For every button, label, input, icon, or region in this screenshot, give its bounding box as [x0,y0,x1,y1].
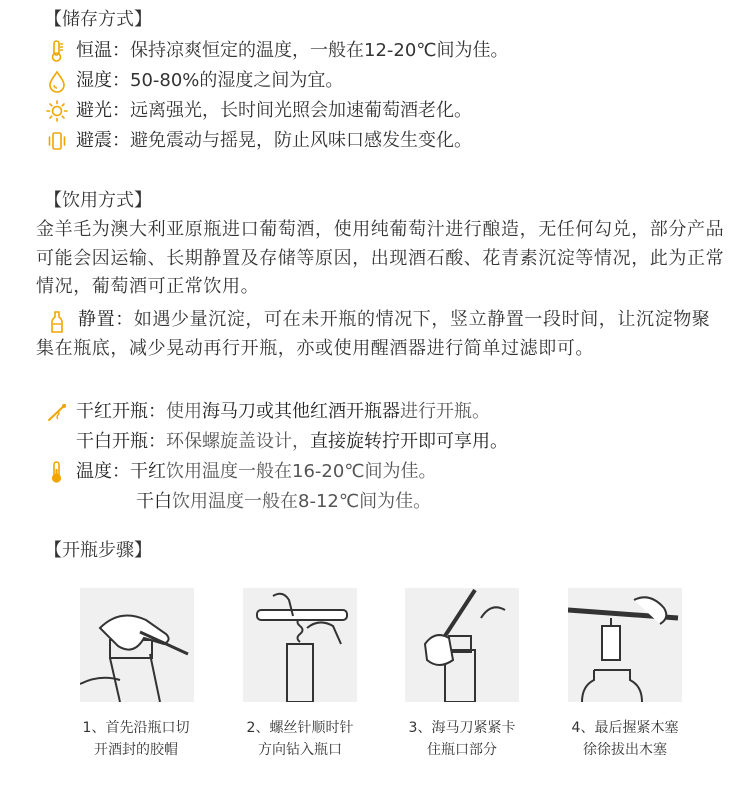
white-open-label: 干白开瓶： [76,431,166,452]
temp-white-type: 干白 [136,491,172,512]
temp-red-text: 饮用温度一般在16-20℃间为佳。 [166,461,437,482]
standing-text: 如遇少量沉淀，可在未开瓶的情况下，竖立静置一段时间，让沉淀物聚集在瓶底，减少晃动再行开瓶，亦或使用醒酒器进行简单过滤即可。 [36,309,711,359]
drinking-intro: 金羊毛为澳大利亚原瓶进口葡萄酒，使用纯葡萄汁进行酿造，无任何勾兑，部分产品可能会因运输、长期静置及存储等原因，出现酒石酸、花青素沉淀等情况，此为正常情况，葡萄酒可正常饮用。 [36,219,725,297]
red-open-pre: 使用 [166,401,202,422]
storage-item-text: 保持凉爽恒定的温度，一般在12-20℃间为佳。 [130,40,509,61]
storage-heading: 【储存方式】 [44,9,152,30]
drinking-standing [36,306,726,363]
storage-item-label: 恒温： [76,40,130,61]
storage-item-text: 50-80%的湿度之间为宜。 [130,70,344,91]
step-2-illustration [243,588,357,702]
step-caption-line: 住瓶口部分 [427,742,497,758]
white-open-strong: 直接旋转拧开即可享用。 [310,431,508,452]
temp-red-type: 干红 [130,461,166,482]
corkscrew-icon [46,400,68,424]
opening-heading: 【开瓶步骤】 [44,540,152,561]
storage-item-label: 避光： [76,100,130,121]
drinking-heading: 【饮用方式】 [44,190,152,211]
step-caption-line: 徐徐拔出木塞 [583,742,667,758]
step-caption-line: 4、最后握紧木塞 [571,720,679,736]
step-3-illustration [405,588,519,702]
serving-temp-white [136,488,431,517]
vibration-icon [46,129,68,153]
red-open-strong: 海马刀或其他红酒开瓶器 [202,401,400,422]
storage-item-constant-temp [76,39,509,63]
standing-label: 静置： [78,309,134,330]
step-caption-line: 1、首先沿瓶口切 [82,720,190,736]
storage-item-text: 避免震动与摇晃，防止风味口感发生变化。 [130,130,472,151]
step-caption-line: 开酒封的胶帽 [94,742,178,758]
storage-item-light [76,99,472,123]
red-wine-opening [76,398,490,427]
droplet-icon [46,69,68,93]
storage-item-label: 湿度： [76,70,130,91]
step-4-caption [550,717,700,761]
storage-item-text: 远离强光，长时间光照会加速葡萄酒老化。 [130,100,472,121]
serving-temp-red [76,458,437,487]
temp-white-text: 饮用温度一般在8-12℃间为佳。 [172,491,432,512]
white-open-pre: 环保螺旋盖设计， [166,431,310,452]
red-open-post: 进行开瓶。 [400,401,490,422]
red-open-label: 干红开瓶： [76,401,166,422]
storage-item-vibration [76,129,472,153]
step-caption-line: 方向钻入瓶口 [258,742,342,758]
storage-item-label: 避震： [76,130,130,151]
storage-item-humidity [76,69,343,93]
step-1-illustration [80,588,194,702]
thermometer-icon [46,39,68,63]
sun-icon [46,99,68,123]
step-caption-line: 3、海马刀紧紧卡 [408,720,516,736]
step-1-caption [61,717,211,761]
temp-label: 温度： [76,461,130,482]
step-caption-line: 2、螺丝针顺时针 [246,720,354,736]
step-4-illustration [568,588,682,702]
white-wine-opening [76,428,508,457]
thermometer-icon [46,460,68,484]
step-2-caption [225,717,375,761]
step-3-caption [387,717,537,761]
